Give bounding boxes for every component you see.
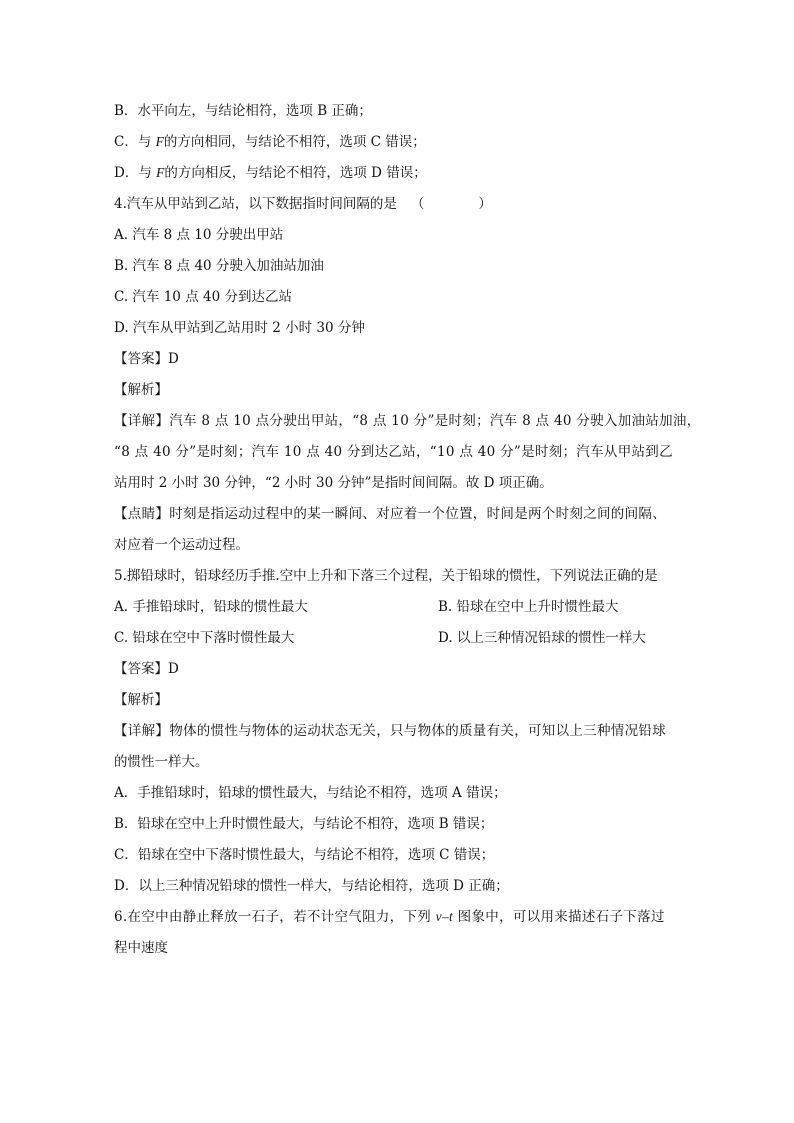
question-5-answer: 【答案】D (114, 661, 179, 677)
question-5-option-c: C. 铅球在空中下落时惯性最大 (114, 630, 295, 646)
question-6-stem: 6.在空中由静止释放一石子，若不计空气阻力，下列 v–t 图象中，可以用来描述石子下落过 (114, 909, 665, 925)
question-5-stem: 5.掷铅球时，铅球经历手推.空中上升和下落三个过程，关于铅球的惯性，下列说法正确的是 (114, 568, 658, 584)
question-5-option-b: B. 铅球在空中上升时惯性最大 (438, 599, 619, 615)
question-5-reason-b: B．铅球在空中上升时惯性最大，与结论不相符，选项 B 错误； (114, 816, 494, 832)
question-4-tip: 对应着一个运动过程。 (114, 537, 249, 553)
question-4-tip: 【点睛】时刻是指运动过程中的某一瞬间、对应着一个位置，时间是两个时刻之间的间隔、 (114, 506, 666, 522)
question-5-detail: 的惯性一样大。 (114, 754, 209, 770)
question-4-option-c: C. 汽车 10 点 40 分到达乙站 (114, 289, 292, 305)
question-4-analysis-title: 【解析】 (114, 382, 168, 398)
question-4-option-b: B. 汽车 8 点 40 分驶入加油站加油 (114, 258, 324, 274)
question-4-detail: 【详解】汽车 8 点 10 点分驶出甲站，“8 点 10 分”是时刻；汽车 8 点 40 分驶入加油站加油， (114, 413, 701, 429)
text-line: C．与 F的方向相同，与结论不相符，选项 C 错误； (114, 134, 426, 150)
question-4-option-d: D. 汽车从甲站到乙站用时 2 小时 30 分钟 (114, 320, 365, 336)
question-5-option-d: D. 以上三种情况铅球的惯性一样大 (438, 630, 646, 646)
variable-vt: v–t (435, 909, 454, 924)
question-4-detail: 站用时 2 小时 30 分钟，“2 小时 30 分钟”是指时间间隔。故 D 项正确。 (114, 475, 553, 491)
question-5-reason-c: C．铅球在空中下落时惯性最大，与结论不相符，选项 C 错误； (114, 847, 495, 863)
question-5-analysis-title: 【解析】 (114, 692, 168, 708)
question-4-detail: “8 点 40 分”是时刻；汽车 10 点 40 分到达乙站，“10 点 40 分”是时刻；汽车从甲站到乙 (114, 444, 673, 460)
question-4-answer: 【答案】D (114, 351, 179, 367)
question-5-option-a: A. 手推铅球时，铅球的惯性最大 (114, 599, 308, 615)
question-4-stem: 4.汽车从甲站到乙站，以下数据指时间间隔的是 （ ） (114, 196, 492, 212)
question-5-detail: 【详解】物体的惯性与物体的运动状态无关，只与物体的质量有关，可知以上三种情况铅球 (114, 723, 666, 739)
question-6-stem: 程中速度 (114, 940, 168, 956)
question-5-reason-a: A．手推铅球时，铅球的惯性最大，与结论不相符，选项 A 错误； (114, 785, 507, 801)
variable-f: F (155, 134, 164, 149)
question-4-option-a: A. 汽车 8 点 10 分驶出甲站 (114, 227, 284, 243)
text-line: D．与 F的方向相反，与结论不相符，选项 D 错误； (114, 165, 427, 181)
question-5-reason-d: D．以上三种情况铅球的惯性一样大，与结论相符，选项 D 正确； (114, 878, 509, 894)
text-line: B．水平向左，与结论相符，选项 B 正确； (114, 103, 372, 119)
variable-f: F (156, 165, 165, 180)
